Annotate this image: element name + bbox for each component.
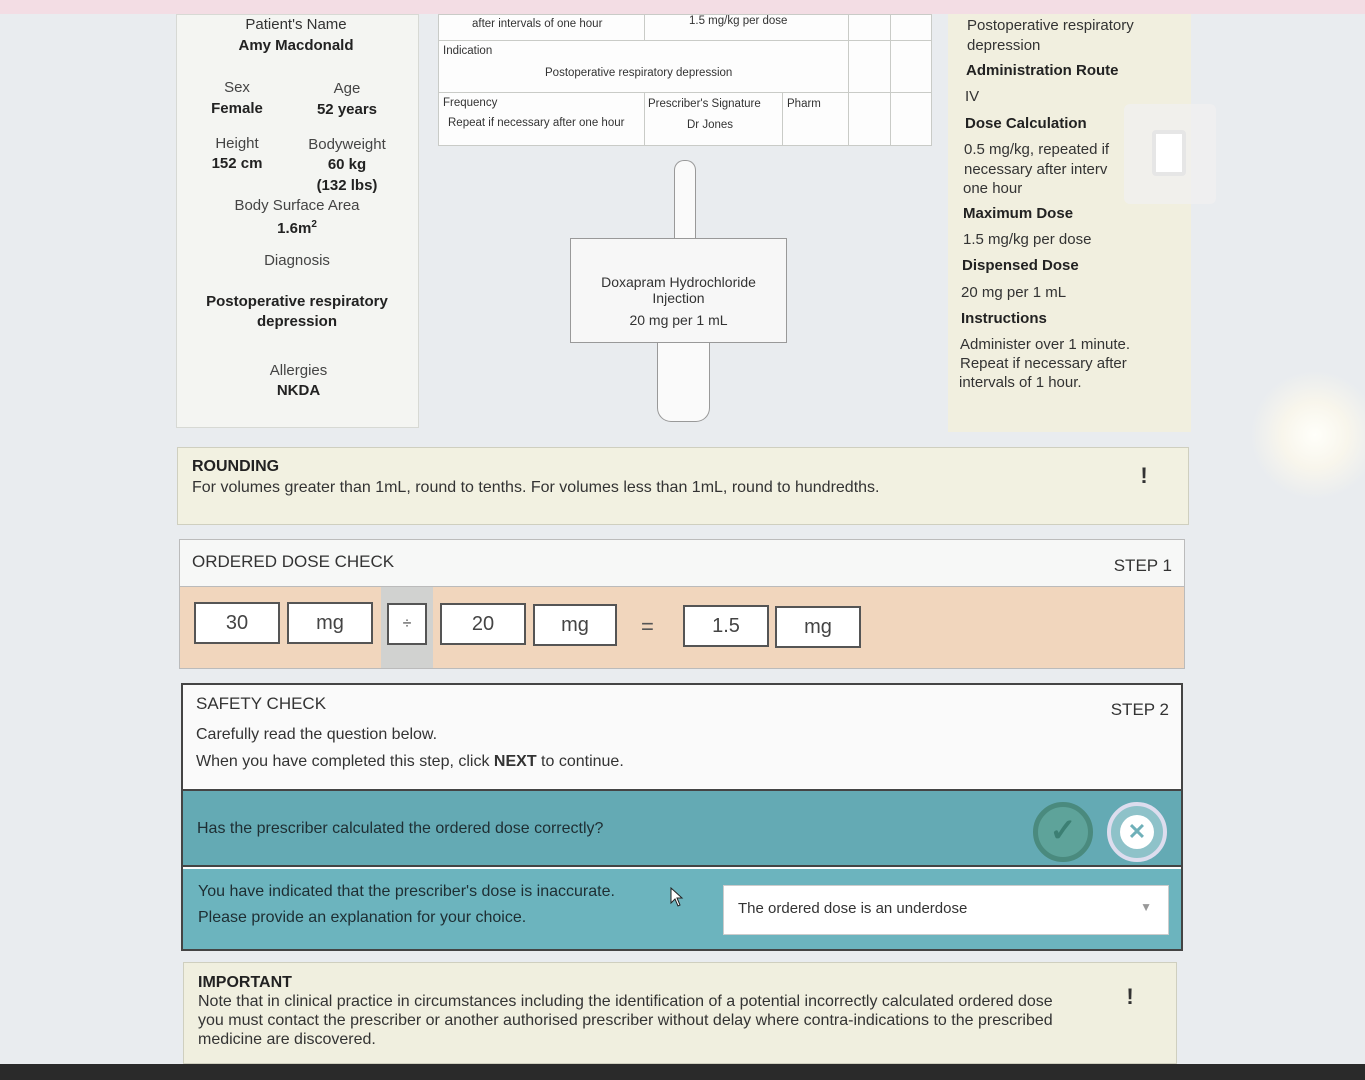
top-strip [0, 0, 1365, 14]
safety-check-header [183, 685, 1181, 788]
ampoule-strength: 20 mg per 1 mL [629, 312, 728, 328]
chart-indication-label: Indication [443, 45, 493, 57]
allergies-label: Allergies [269, 362, 328, 379]
strength-unit-select[interactable]: mg [533, 604, 617, 646]
ampoule-base [657, 342, 710, 422]
info-instr-line1: Administer over 1 minute. [960, 336, 1131, 353]
answer-line-2: Please provide an explanation for your choice. [198, 909, 527, 926]
weight-label: Bodyweight [308, 136, 386, 153]
chart-max-dose: 1.5 mg/kg per dose [689, 15, 788, 27]
rounding-title: ROUNDING [192, 458, 280, 475]
ordered-dose-title: ORDERED DOSE CHECK [192, 552, 395, 571]
weight-lbs: (132 lbs) [316, 177, 378, 194]
patient-panel [176, 14, 419, 428]
info-calc-line2: necessary after interv [964, 161, 1108, 178]
chart-frequency-label: Frequency [443, 97, 498, 109]
important-line-2: you must contact the prescriber or another authorised prescriber without delay where contra-indications to the prescribed [198, 1012, 1053, 1029]
important-notice [183, 962, 1177, 1064]
equals-sign: = [641, 614, 654, 639]
age-label: Age [333, 80, 361, 97]
chart-pharm-label: Pharm [787, 98, 821, 110]
rounding-notice [177, 447, 1189, 525]
yes-button[interactable] [1033, 802, 1093, 862]
mouse-cursor-icon [670, 887, 684, 907]
diagnosis-label: Diagnosis [264, 252, 330, 269]
important-line-3: medicine are discovered. [198, 1031, 376, 1048]
warning-icon: ! [1140, 463, 1148, 488]
ampoule-form: Injection [652, 290, 705, 306]
chevron-down-icon: ▼ [1140, 900, 1152, 914]
patient-name: Amy Macdonald [238, 37, 354, 54]
no-button[interactable] [1107, 802, 1167, 862]
patient-name-label: Patient's Name [245, 16, 347, 33]
info-max: 1.5 mg/kg per dose [963, 231, 1092, 248]
result-unit-select[interactable]: mg [775, 606, 861, 648]
height-value: 152 cm [211, 155, 263, 172]
drug-info-panel [948, 14, 1191, 432]
info-max-label: Maximum Dose [963, 205, 1074, 222]
check-icon: ✓ [1049, 812, 1077, 848]
important-title: IMPORTANT [198, 974, 292, 991]
info-dispensed: 20 mg per 1 mL [961, 284, 1067, 301]
warning-icon: ! [1126, 984, 1134, 1009]
chart-frequency: Repeat if necessary after one hour [448, 117, 625, 129]
calculator-glyph [1152, 130, 1186, 176]
sex-value: Female [211, 100, 263, 117]
info-indication-line1: Postoperative respiratory [967, 17, 1134, 34]
bsa-value: $1.6m^2$ [277, 219, 317, 237]
safety-instruction-2: When you have completed this step, click NEXT to continue. [196, 753, 624, 770]
rounding-text: For volumes greater than 1mL, round to tenths. For volumes less than 1mL, round to hundredths. [192, 479, 880, 496]
weight-value: 60 kg [327, 156, 367, 173]
safety-check-panel [181, 683, 1183, 951]
info-calc-line3: one hour [963, 180, 1023, 197]
diagnosis-line2: depression [256, 313, 338, 330]
answer-line-1: You have indicated that the prescriber's dose is inaccurate. [198, 883, 615, 900]
sex-label: Sex [224, 79, 250, 96]
strength-value-input[interactable]: 20 [440, 603, 526, 645]
height-label: Height [215, 135, 259, 152]
info-instr-line3: intervals of 1 hour. [959, 374, 1082, 391]
result-value-input[interactable]: 1.5 [683, 605, 769, 647]
ordered-dose-equation [179, 587, 1185, 669]
safety-instruction-1: Carefully read the question below. [196, 726, 438, 743]
safety-question-row [183, 789, 1181, 867]
ampoule-neck [674, 160, 696, 240]
bsa-label: Body Surface Area [234, 197, 360, 214]
info-calc-line1: 0.5 mg/kg, repeated if [964, 141, 1110, 158]
info-calc-label: Dose Calculation [965, 115, 1087, 132]
calculator-icon[interactable] [1124, 104, 1216, 204]
ampoule-label [570, 238, 787, 343]
ordered-dose-header [179, 539, 1185, 587]
explanation-dropdown[interactable] [723, 885, 1169, 935]
chart-clipped-frequency: after intervals of one hour [472, 18, 603, 30]
medication-chart [438, 14, 932, 146]
allergies-value: NKDA [276, 382, 321, 399]
step-1-label: STEP 1 [1113, 556, 1172, 575]
explanation-selected-value: The ordered dose is an underdose [738, 900, 968, 917]
chart-indication: Postoperative respiratory depression [545, 67, 733, 79]
info-instr-line2: Repeat if necessary after [960, 355, 1127, 372]
bottom-strip [0, 1064, 1365, 1080]
step-2-label: STEP 2 [1110, 700, 1169, 719]
screen-glare [1250, 370, 1365, 500]
chart-signature: Dr Jones [687, 119, 734, 131]
close-icon: ✕ [1120, 815, 1154, 849]
info-route-label: Administration Route [966, 62, 1119, 79]
info-dispensed-label: Dispensed Dose [962, 257, 1079, 274]
dose-unit-select[interactable]: mg [287, 602, 373, 644]
diagnosis-line1: Postoperative respiratory [206, 293, 388, 310]
operator-select[interactable]: ÷ [387, 603, 427, 645]
important-line-1: Note that in clinical practice in circumstances including the identification of a potential incorrectly calculated ordered dose [198, 993, 1053, 1010]
info-instructions-label: Instructions [961, 310, 1047, 327]
chart-signature-label: Prescriber's Signature [648, 98, 761, 110]
ampoule-drug-name: Doxapram Hydrochloride [601, 274, 756, 290]
safety-check-title: SAFETY CHECK [196, 694, 327, 713]
dose-value-input[interactable]: 30 [194, 602, 280, 644]
age-value: 52 years [316, 101, 378, 118]
safety-question: Has the prescriber calculated the ordered dose correctly? [197, 820, 604, 837]
info-route: IV [965, 88, 980, 105]
info-indication-line2: depression [967, 37, 1041, 54]
